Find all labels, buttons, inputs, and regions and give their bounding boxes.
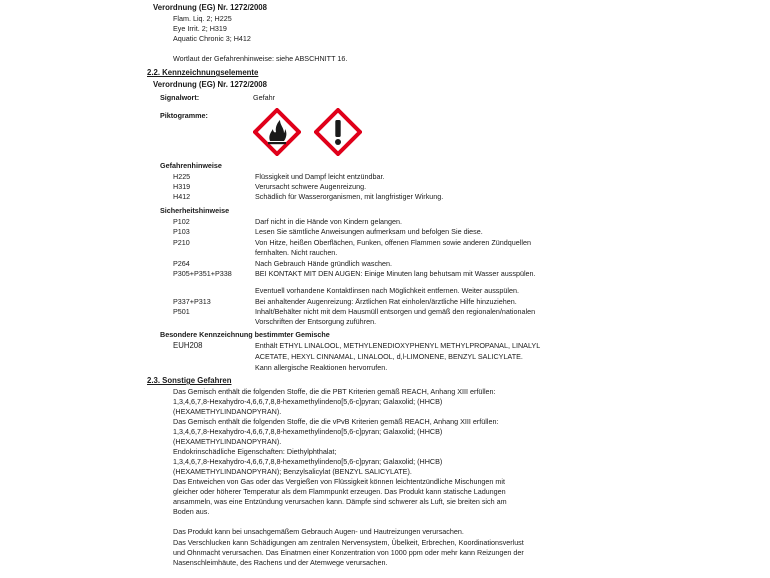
precaution-text: Bei anhaltender Augenreizung: Ärztlichen Rat einholen/ärztliche Hilfe hinzuziehen.: [255, 297, 517, 306]
hazard-text: Flüssigkeit und Dampf leicht entzündbar.: [255, 172, 385, 181]
other-hazards-line: Das Verschlucken kann Schädigungen am zentralen Nervensystem, Übelkeit, Erbrechen, Koordinationsverlust: [173, 538, 524, 547]
precaution-code: P103: [173, 227, 190, 236]
precaution-text: Inhalt/Behälter nicht mit dem Hausmüll entsorgen und gemäß den regionalen/nationalen: [255, 307, 536, 316]
precaution-text: Darf nicht in die Hände von Kindern gelangen.: [255, 217, 403, 226]
section-title-2-3: 2.3. Sonstige Gefahren: [147, 376, 232, 385]
other-hazards-line: 1,3,4,6,7,8-Hexahydro-4,6,6,7,8,8-hexamethylindeno[5,6-c]pyran; Galaxolid; (HHCB): [173, 427, 443, 436]
other-hazards-line: (HEXAMETHYLINDANOPYRAN); Benzylsalicylat (BENZYL SALICYLATE).: [173, 467, 412, 476]
signal-word-label: Signalwort:: [160, 93, 200, 102]
other-hazards-line: 1,3,4,6,7,8-Hexahydro-4,6,6,7,8,8-hexamethylindeno[5,6-c]pyran; Galaxolid; (HHCB): [173, 457, 443, 466]
hazard-text: Verursacht schwere Augenreizung.: [255, 182, 367, 191]
precautionary-statements-label: Sicherheitshinweise: [160, 206, 230, 215]
precaution-code: P264: [173, 259, 190, 268]
other-hazards-line: Boden aus.: [173, 507, 210, 516]
wording-note: Wortlaut der Gefahrenhinweise: siehe ABSCHNITT 16.: [173, 54, 348, 63]
hazard-statements-label: Gefahrenhinweise: [160, 161, 222, 170]
other-hazards-line: Endokrinschädliche Eigenschaften: Diethylphthalat;: [173, 447, 337, 456]
signal-word-value: Gefahr: [253, 93, 275, 102]
pictograms-label: Piktogramme:: [160, 111, 208, 120]
special-text: ACETATE, HEXYL CINNAMAL, LINALOOL, d,l-LIMONENE, BENZYL SALICYLATE.: [255, 352, 523, 361]
section-title-2-2: 2.2. Kennzeichnungselemente: [147, 68, 259, 77]
other-hazards-line: Das Gemisch enthält die folgenden Stoffe, die die vPvB Kriterien gemäß REACH, Anhang XIII erfüllen:: [173, 417, 499, 426]
other-hazards-line: gleicher oder höherer Temperatur als dem Flammpunkt erzeugen. Das Produkt kann statische Ladungen: [173, 487, 506, 496]
other-hazards-line: Das Entweichen von Gas oder das Vergießen von Flüssigkeit können leichtentzündliche Mischungen mit: [173, 477, 506, 486]
other-hazards-line: (HEXAMETHYLINDANOPYRAN).: [173, 407, 282, 416]
regulation-heading: Verordnung (EG) Nr. 1272/2008: [153, 3, 267, 12]
special-labelling-label: Besondere Kennzeichnung bestimmter Gemische: [160, 330, 330, 339]
other-hazards-line: Das Gemisch enthält die folgenden Stoffe, die die PBT Kriterien gemäß REACH, Anhang XIII erfüllen:: [173, 387, 496, 396]
special-text: Enthält ETHYL LINALOOL, METHYLENEDIOXYPHENYL METHYLPROPANAL, LINALYL: [255, 341, 541, 350]
precaution-code: P501: [173, 307, 190, 316]
precaution-text: Von Hitze, heißen Oberflächen, Funken, offenen Flammen sowie anderen Zündquellen: [255, 238, 531, 247]
hazard-code: H412: [173, 192, 191, 201]
precaution-text: Lesen Sie sämtliche Anweisungen aufmerksam und befolgen Sie diese.: [255, 227, 483, 236]
precaution-code: P337+P313: [173, 297, 211, 306]
precaution-code: P210: [173, 238, 190, 247]
hazard-code: H225: [173, 172, 191, 181]
precaution-text: Eventuell vorhandene Kontaktlinsen nach Möglichkeit entfernen. Weiter ausspülen.: [255, 286, 519, 295]
hazard-text: Schädlich für Wasserorganismen, mit langfristiger Wirkung.: [255, 192, 444, 201]
precaution-text: BEI KONTAKT MIT DEN AUGEN: Einige Minuten lang behutsam mit Wasser ausspülen.: [255, 269, 536, 278]
classification-line: Flam. Liq. 2; H225: [173, 14, 232, 23]
regulation-heading: Verordnung (EG) Nr. 1272/2008: [153, 80, 267, 89]
classification-line: Aquatic Chronic 3; H412: [173, 34, 251, 43]
precaution-code: P102: [173, 217, 190, 226]
other-hazards-line: Das Produkt kann bei unsachgemäßem Gebrauch Augen- und Hautreizungen verursachen.: [173, 527, 464, 536]
special-text: Kann allergische Reaktionen hervorrufen.: [255, 363, 388, 372]
other-hazards-line: ansammeln, was eine Entzündung verursachen kann. Dämpfe sind schwerer als Luft, sie breiten sich am: [173, 497, 507, 506]
precaution-code: P305+P351+P338: [173, 269, 232, 278]
classification-line: Eye Irrit. 2; H319: [173, 24, 227, 33]
precaution-text: Nach Gebrauch Hände gründlich waschen.: [255, 259, 393, 268]
other-hazards-line: 1,3,4,6,7,8-Hexahydro-4,6,6,7,8,8-hexamethylindeno[5,6-c]pyran; Galaxolid; (HHCB): [173, 397, 443, 406]
hazard-code: H319: [173, 182, 191, 191]
flame-pictogram-icon: [253, 108, 301, 156]
other-hazards-line: Nasenschleimhäute, des Rachens und der Atemwege verursachen.: [173, 558, 388, 567]
exclamation-pictogram-icon: [314, 108, 362, 156]
special-code: EUH208: [173, 341, 203, 350]
precaution-text: fernhalten. Nicht rauchen.: [255, 248, 338, 257]
precaution-text: Vorschriften der Entsorgung zuführen.: [255, 317, 377, 326]
other-hazards-line: (HEXAMETHYLINDANOPYRAN).: [173, 437, 282, 446]
other-hazards-line: und Ohnmacht verursachen. Das Einatmen einer Konzentration von 1000 ppm oder mehr kann Reizungen der: [173, 548, 524, 557]
